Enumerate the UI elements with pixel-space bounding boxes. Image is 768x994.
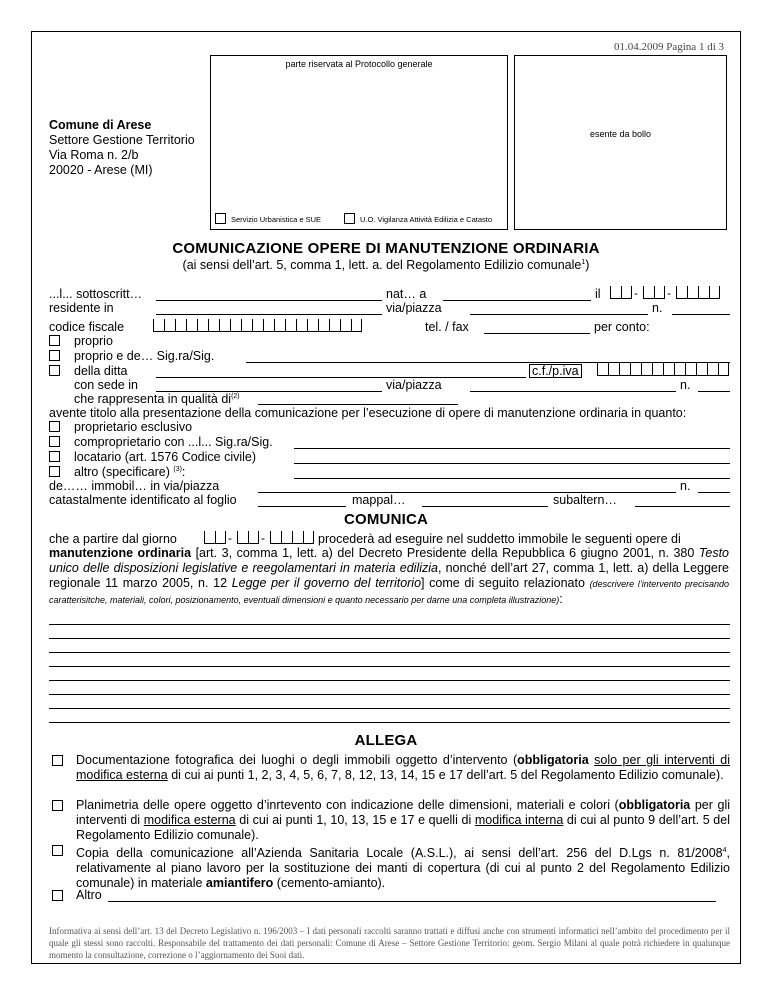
a2-bold: obbligatoria bbox=[618, 798, 691, 812]
section-communica: COMUNICA bbox=[343, 511, 429, 528]
label-seat: con sede in bbox=[74, 378, 138, 392]
checkbox-company[interactable] bbox=[49, 365, 60, 376]
stamp-box bbox=[514, 55, 727, 230]
label-role bbox=[74, 392, 240, 406]
label-birthdate: il bbox=[595, 287, 601, 301]
label-other bbox=[74, 465, 185, 479]
office-address bbox=[49, 118, 195, 178]
date-separator: - bbox=[261, 531, 265, 545]
communica-note-end: : bbox=[559, 592, 563, 606]
field-attach-other[interactable] bbox=[108, 901, 716, 902]
a3-bold: amiantifero bbox=[205, 876, 274, 891]
field-residence[interactable] bbox=[156, 314, 382, 315]
description-line[interactable] bbox=[49, 652, 730, 653]
checkbox-other[interactable] bbox=[49, 466, 60, 477]
role-note: (2) bbox=[231, 392, 240, 400]
a3-text1: Copia della comunicazione all’Azienda Sanitaria Locale (A.S.L.), ai sensi dell’art. 256 del D.Lgs n. 81/2008 bbox=[76, 846, 723, 861]
a1-bold: obbligatoria bbox=[517, 753, 589, 767]
a2-text2: per gli interventi di bbox=[76, 798, 730, 827]
communica-bold: manutenzione ordinaria bbox=[49, 546, 192, 560]
checkbox-own[interactable] bbox=[49, 335, 60, 346]
label-phone: tel. / fax bbox=[425, 320, 469, 334]
subtitle-close: ) bbox=[585, 258, 590, 272]
label-own-and: proprio e de… Sig.ra/Sig. bbox=[74, 349, 215, 363]
attach-plan-text bbox=[76, 798, 730, 843]
protocol-box bbox=[210, 55, 508, 230]
office-city: 20020 - Arese (MI) bbox=[49, 163, 153, 177]
label-behalf: per conto: bbox=[594, 320, 650, 334]
form-title: COMUNICAZIONE OPERE DI MANUTENZIONE ORDINARIA bbox=[172, 240, 600, 257]
a1-text2: di cui ai punti 1, 2, 3, 4, 5, 6, 7, 8, 12, 13, 14, 15 e 17 dell’art. 5 del Regolamento Edilizio comunale). bbox=[167, 768, 724, 782]
field-role[interactable] bbox=[258, 404, 458, 405]
field-birth-year[interactable] bbox=[676, 286, 720, 299]
role-text: che rappresenta in qualità di bbox=[74, 392, 232, 406]
communica-note: (descrivere l’intervento precisando caratterisitche, materiali, colori, posizionamento, eventuali dimensioni e quanto necessario per darne una completa illustrazione) bbox=[49, 579, 729, 605]
description-line[interactable] bbox=[49, 680, 730, 681]
field-birth-day[interactable] bbox=[610, 286, 632, 299]
field-start-month[interactable] bbox=[237, 531, 259, 544]
field-vat[interactable] bbox=[597, 363, 729, 376]
a1-text1: Documentazione fotografica dei luoghi o degli immobili oggetto d’intervento ( bbox=[76, 753, 518, 767]
other-text: altro (specificare) bbox=[74, 465, 170, 479]
checkbox-attach-photos[interactable] bbox=[52, 755, 63, 766]
label-subaltern: subaltern… bbox=[553, 493, 617, 507]
date-separator: - bbox=[634, 286, 638, 300]
subtitle-note: 1 bbox=[581, 258, 586, 266]
a2-underline2: modifica interna bbox=[474, 813, 564, 827]
field-seat-number[interactable] bbox=[698, 391, 730, 392]
field-start-year[interactable] bbox=[270, 531, 314, 544]
label-vat: c.f./p.iva bbox=[529, 364, 582, 378]
field-number[interactable] bbox=[672, 314, 730, 315]
a2-text1: Planimetria delle opere oggetto d’inrtevento con indicazione delle dimensioni, materiali e colori ( bbox=[76, 798, 619, 812]
subtitle-text: (ai sensi dell’art. 5, comma 1, lett. a. del Regolamento Edilizio comunale bbox=[182, 258, 582, 272]
description-line[interactable] bbox=[49, 694, 730, 695]
field-company-name[interactable] bbox=[156, 377, 526, 378]
routing-label-urbanistica: Servizio Urbanistica e SUE bbox=[231, 215, 322, 224]
label-coowner: comproprietario con ...l... Sig.ra/Sig. bbox=[74, 435, 273, 449]
label-resident: residente in bbox=[49, 301, 114, 315]
office-dept: Settore Gestione Territorio bbox=[49, 133, 195, 147]
a3-note: 4 bbox=[722, 847, 727, 854]
title-statement: avente titolo alla presentazione della comunicazione per l’esecuzione di opere di manutenzione ordinaria in quanto: bbox=[49, 406, 687, 420]
page-reference: 01.04.2009 Pagina 1 di 3 bbox=[614, 41, 724, 53]
checkbox-own-and[interactable] bbox=[49, 350, 60, 361]
field-tenant[interactable] bbox=[294, 463, 730, 464]
a3-text3: (cemento-amianto). bbox=[273, 876, 386, 891]
form-subtitle bbox=[32, 258, 740, 272]
label-seat-number: n. bbox=[680, 378, 691, 392]
label-cadastral-sheet: catastalmente identificato al foglio bbox=[49, 493, 237, 507]
checkbox-owner[interactable] bbox=[49, 421, 60, 432]
checkbox-attach-other[interactable] bbox=[52, 890, 63, 901]
field-birth-month[interactable] bbox=[643, 286, 665, 299]
label-own: proprio bbox=[74, 334, 113, 348]
field-cadastral-sheet[interactable] bbox=[258, 506, 346, 507]
description-line[interactable] bbox=[49, 624, 730, 625]
label-attach-other: Altro bbox=[76, 888, 102, 902]
communica-body bbox=[49, 546, 729, 608]
description-line[interactable] bbox=[49, 722, 730, 723]
routing-checkbox-urbanistica[interactable] bbox=[215, 213, 226, 224]
label-property: de…… immobil… in via/piazza bbox=[49, 479, 220, 493]
communica-intro: procederà ad eseguire nel suddetto immobile le seguenti opere di bbox=[318, 532, 681, 546]
checkbox-coowner[interactable] bbox=[49, 436, 60, 447]
description-line[interactable] bbox=[49, 666, 730, 667]
communica-i2: Legge per il governo del territorio bbox=[231, 576, 422, 590]
communica-p2: , nonché dell’art 27, comma 1, lett. a) della Leggere regionale 11 marzo 2005, n. 12 bbox=[49, 561, 729, 590]
date-separator: - bbox=[667, 286, 671, 300]
other-colon: : bbox=[181, 465, 186, 479]
date-separator: - bbox=[228, 531, 232, 545]
attach-asl-text bbox=[76, 843, 730, 891]
other-note: (3) bbox=[173, 465, 182, 473]
communica-p1: [art. 3, comma 1, lett. a) del Decreto Presidente della Repubblica 6 giugno 2001, n. 380 bbox=[191, 546, 699, 560]
label-tenant: locatario (art. 1576 Codice civile) bbox=[74, 450, 257, 464]
privacy-notice: Informativa ai sensi dell’art. 13 del Decreto Legislativo n. 196/2003 – I dati personali raccolti saranno trattati e diffusi anche con strumenti informatici nell’ambito del procedimento per il quale gli stessi sono raccolti. Responsabile del trattamento dei dati personali: Comune di Arese – Settore Gestione Territorio: geom. Sergio Milani al quale potrà richiedere in qualunque momento la consultazione, correzione o l’aggiornamento dei Suoi dati. bbox=[49, 926, 730, 960]
label-signed: ...l... sottoscritt… bbox=[49, 287, 143, 301]
stamp-box-label: esente da bollo bbox=[589, 129, 652, 139]
a1-underline: solo per gli interventi di modifica esterna bbox=[76, 753, 730, 782]
field-street[interactable] bbox=[470, 314, 648, 315]
routing-checkbox-vigilanza[interactable] bbox=[344, 213, 355, 224]
a2-underline1: modifica esterna bbox=[143, 813, 236, 827]
field-parcel[interactable] bbox=[422, 506, 548, 507]
label-tax-code: codice fiscale bbox=[49, 320, 125, 334]
attach-photos-text bbox=[76, 753, 730, 783]
label-company: della ditta bbox=[74, 364, 128, 378]
communica-i1: Testo unico delle disposizioni legislative e reegolamentari in materia edilizia bbox=[49, 546, 729, 575]
a2-text3: di cui ai punti 1, 10, 13, 15 e 17 e quelli di bbox=[235, 813, 475, 827]
field-coowner[interactable] bbox=[294, 448, 730, 449]
checkbox-attach-asl[interactable] bbox=[52, 845, 63, 856]
label-start-date: che a partire dal giorno bbox=[49, 532, 177, 546]
label-seat-street: via/piazza bbox=[386, 378, 442, 392]
label-parcel: mappal… bbox=[352, 493, 406, 507]
label-street: via/piazza bbox=[386, 301, 442, 315]
field-phone[interactable] bbox=[484, 333, 590, 334]
label-number: n. bbox=[652, 301, 663, 315]
field-property-number[interactable] bbox=[698, 492, 730, 493]
a2-text4: di cui al punto 9 dell’art. 5 del Regolamento Edilizio comunale). bbox=[76, 813, 730, 842]
checkbox-attach-plan[interactable] bbox=[52, 800, 63, 811]
field-seat-street[interactable] bbox=[470, 391, 676, 392]
a3-text2: , relativamente al piano lavoro per la sostituzione dei manti di copertura (di cui al punto 2 del Regolamento Edilizio comunale) in materiale bbox=[76, 846, 730, 891]
description-line[interactable] bbox=[49, 638, 730, 639]
office-name: Comune di Arese bbox=[49, 118, 152, 132]
description-line[interactable] bbox=[49, 708, 730, 709]
communica-p3: ] come di seguito relazionato bbox=[421, 576, 590, 590]
checkbox-tenant[interactable] bbox=[49, 451, 60, 462]
field-birthplace[interactable] bbox=[443, 300, 591, 301]
label-owner: proprietario esclusivo bbox=[74, 420, 193, 434]
field-start-day[interactable] bbox=[204, 531, 226, 544]
field-tax-code[interactable] bbox=[153, 319, 362, 332]
field-name[interactable] bbox=[156, 300, 382, 301]
field-subaltern[interactable] bbox=[635, 506, 730, 507]
office-street: Via Roma n. 2/b bbox=[49, 148, 139, 162]
protocol-box-label: parte riservata al Protocollo generale bbox=[285, 59, 433, 69]
label-property-number: n. bbox=[680, 479, 691, 493]
label-born: nat… a bbox=[386, 287, 427, 301]
field-other[interactable] bbox=[294, 478, 730, 479]
section-allega: ALLEGA bbox=[354, 732, 418, 749]
form-page bbox=[31, 31, 741, 964]
routing-label-vigilanza: U.O. Vigilanza Attività Edilizia e Catasto bbox=[360, 215, 493, 224]
